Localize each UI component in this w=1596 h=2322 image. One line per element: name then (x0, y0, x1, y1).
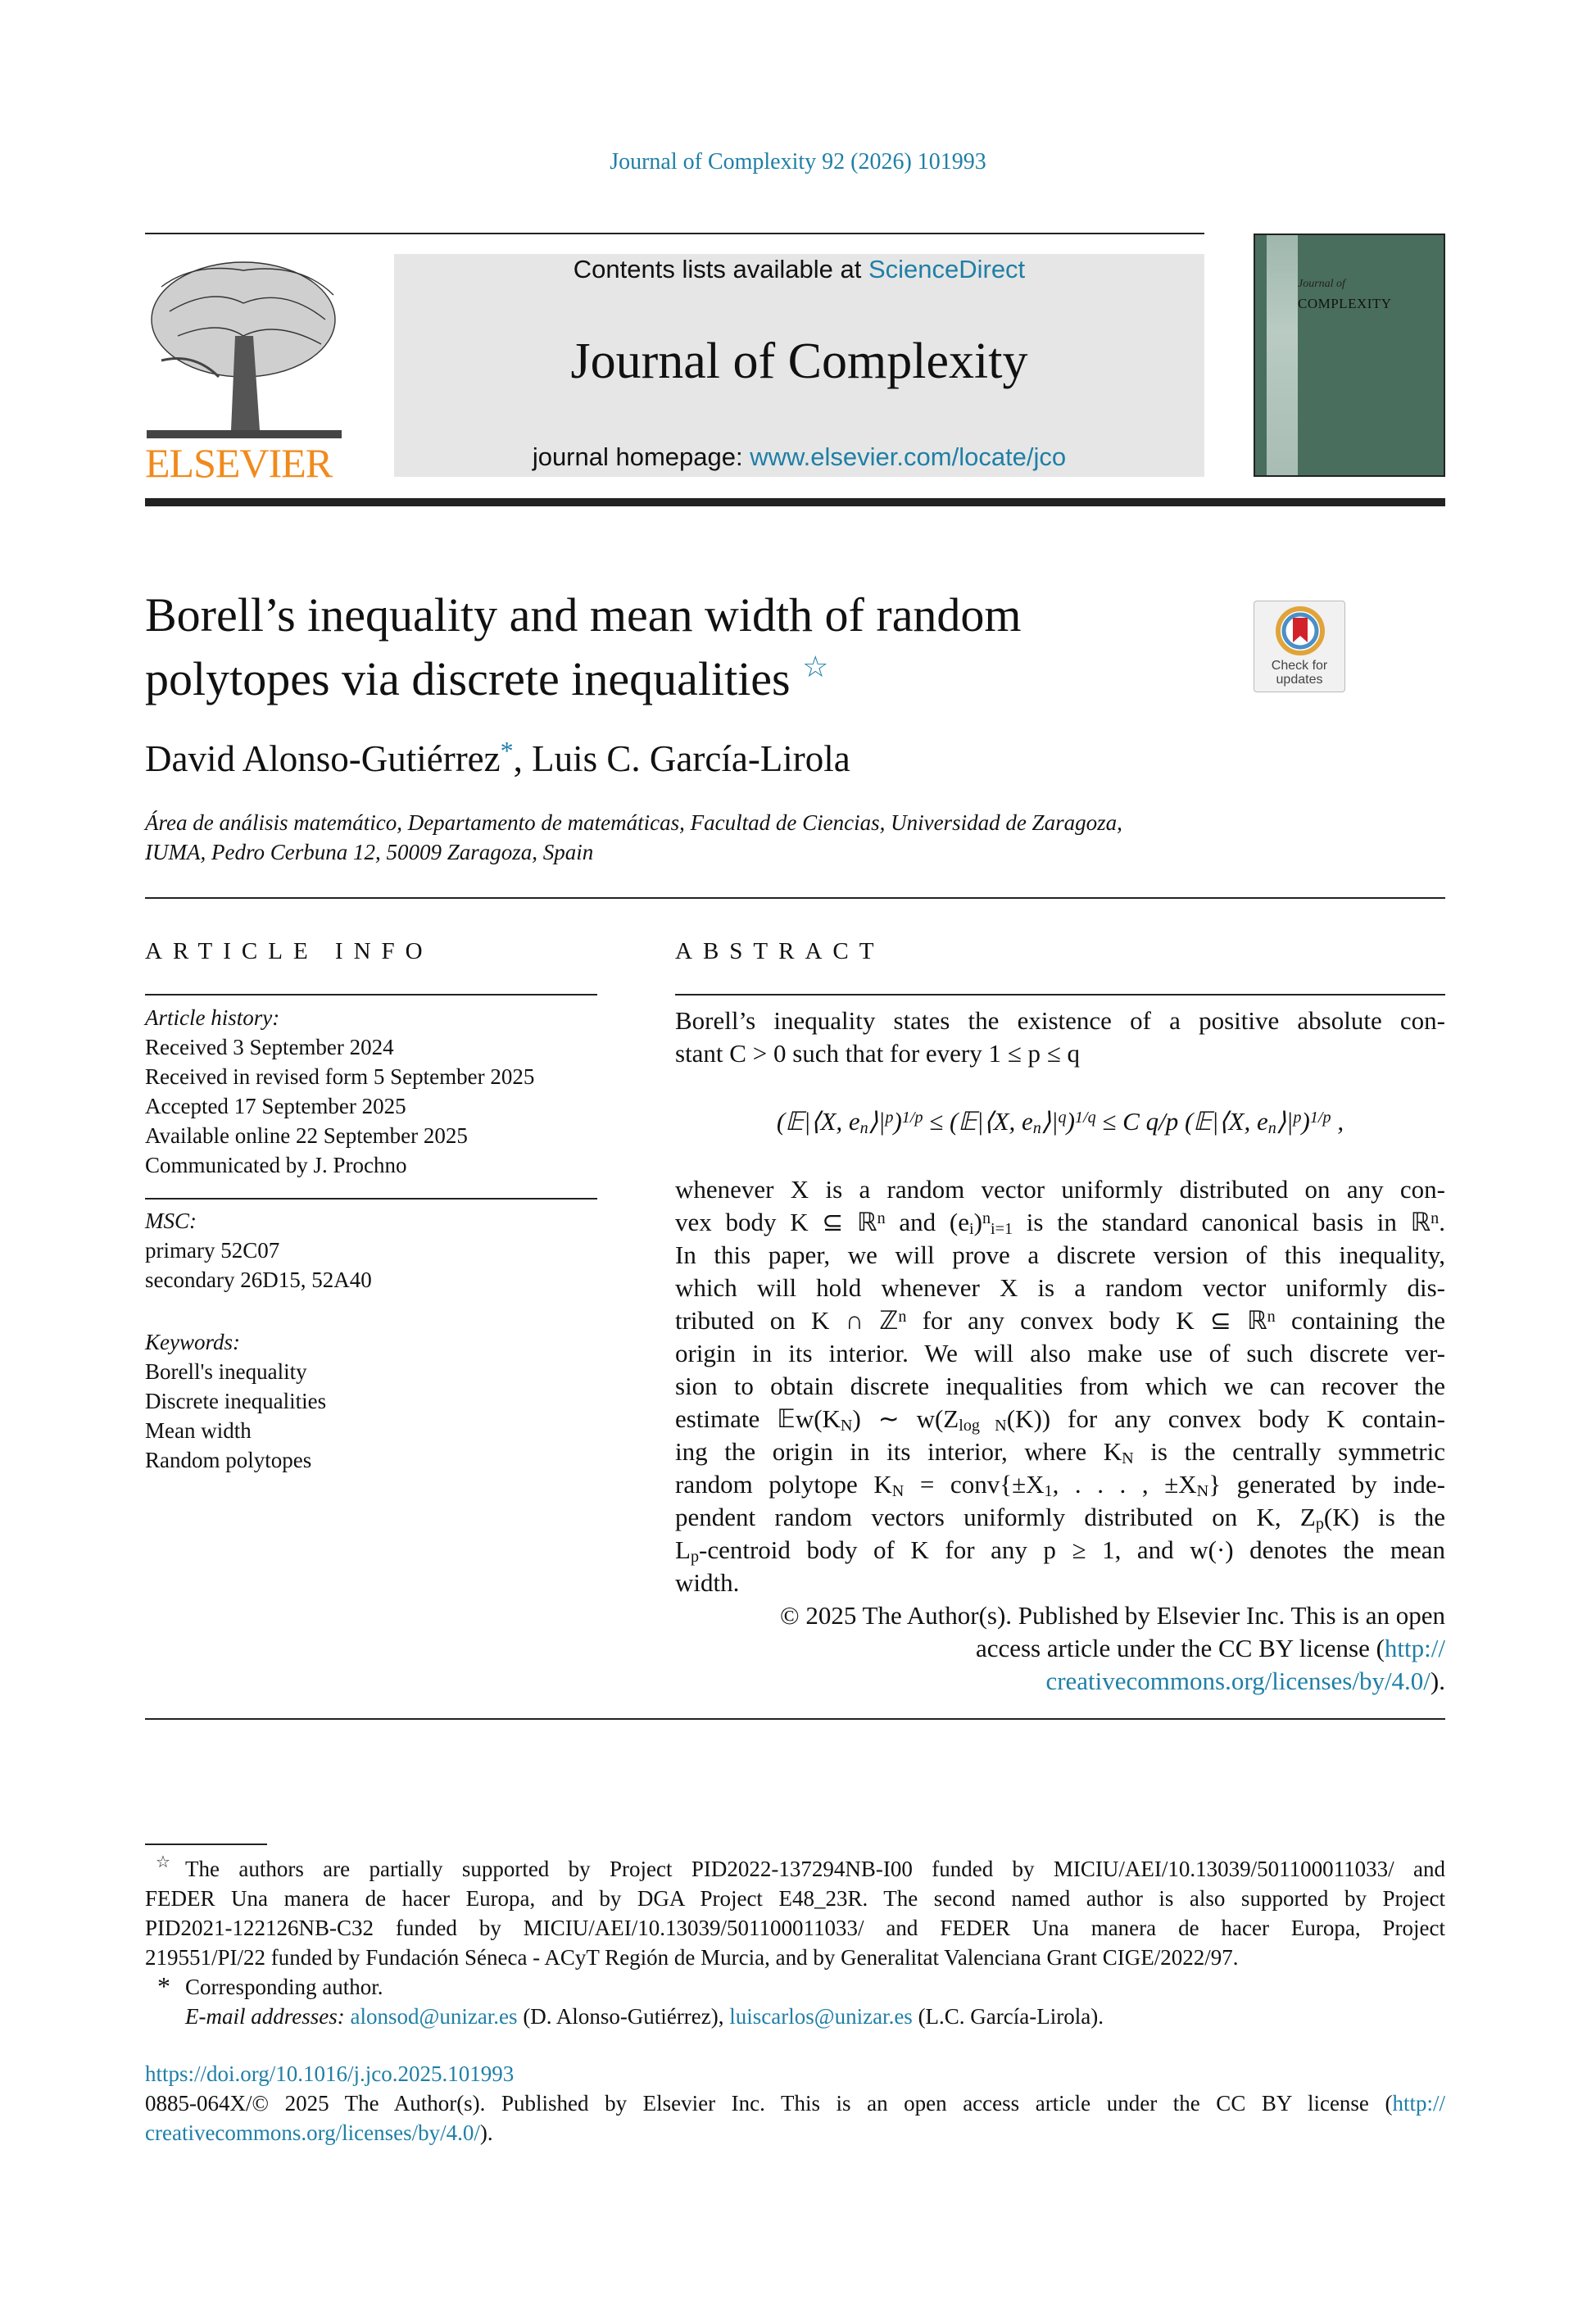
funding-footnote-line: 219551/PI/22 funded by Fundación Séneca - ACyT Región de Murcia, and by Generalitat Valenciana Grant CIGE/2022/97. (145, 1945, 1239, 1970)
check-for-updates-badge[interactable] (1254, 601, 1345, 692)
corresponding-author-note: Corresponding author. (185, 1975, 383, 1999)
author-1[interactable]: David Alonso-Gutiérrez (145, 738, 501, 779)
abstract-line: sion to obtain discrete inequalities from which we can recover the (675, 1372, 1445, 1400)
license-suffix: ). (479, 2120, 493, 2145)
contents-prefix: Contents lists available at (573, 255, 868, 283)
abstract-line: ing the origin in its interior, where $K_N$ is the centrally symmetric (675, 1437, 1445, 1468)
abstract-line: origin in its interior. We will also make use of such discrete ver- (675, 1339, 1445, 1367)
author-list (145, 737, 850, 780)
borell-inequality-equation: (𝔼|⟨X, $e_n⟩|^p)^{1/p}$ ≤ (𝔼|⟨X, $e_n⟩|^q)^{1/q} \le C$ q/p (𝔼|⟨X, $e_n⟩|^p)^{1/p}$ , (776, 1107, 1344, 1138)
sciencedirect-link[interactable]: ScienceDirect (868, 255, 1026, 283)
history-label: Article history: (145, 1005, 280, 1030)
issn-line (145, 2089, 1445, 2117)
homepage-link[interactable]: www.elsevier.com/locate/jco (750, 442, 1067, 471)
cover-title: COMPLEXITY (1298, 296, 1392, 311)
keyword: Mean width (145, 1418, 252, 1443)
history-communicated: Communicated by J. Prochno (145, 1153, 407, 1177)
footnote-star-icon: ☆ (156, 1853, 170, 1871)
cover-subtitle: Journal of (1298, 278, 1345, 290)
title-line-1: Borell’s inequality and mean width of random (145, 588, 1022, 642)
header-thick-rule (145, 498, 1445, 506)
homepage-line (394, 442, 1204, 472)
license-link[interactable]: http:// (1392, 2091, 1445, 2116)
msc-label: MSC: (145, 1209, 197, 1233)
journal-citation-link[interactable]: Journal of Complexity 92 (2026) 101993 (610, 149, 986, 175)
history-revised: Received in revised form 5 September 2025 (145, 1064, 535, 1089)
check-updates-icon (1276, 606, 1325, 655)
elsevier-tree-icon (145, 254, 346, 442)
abstract-line: whenever X is a random vector uniformly distributed on any con- (675, 1175, 1445, 1204)
corresponding-mark: * (157, 1971, 170, 2001)
article-info-heading: ARTICLE INFO (145, 938, 433, 964)
keyword: Borell's inequality (145, 1359, 307, 1384)
title-line-2: polytopes via discrete inequalities (145, 652, 791, 705)
issn-text: 0885-064X/© 2025 The Author(s). Published by Elsevier Inc. This is an open access article under the CC BY license ( (145, 2091, 1393, 2116)
msc-secondary: secondary 26D15, 52A40 (145, 1268, 372, 1292)
abstract-line: Borell’s inequality states the existence of a positive absolute con- (675, 1006, 1445, 1035)
affiliation-line-2: IUMA, Pedro Cerbuna 12, 50009 Zaragoza, Spain (145, 840, 594, 864)
keyword: Random polytopes (145, 1448, 312, 1472)
email-addresses (185, 2002, 1485, 2030)
email-label: E-mail addresses: (185, 2004, 345, 2029)
issn-line-2 (145, 2119, 1445, 2147)
doi-line (145, 2060, 1445, 2088)
elsevier-wordmark: ELSEVIER (145, 440, 333, 486)
article-history (145, 1003, 534, 1180)
keywords-section (145, 1327, 326, 1475)
homepage-prefix: journal homepage: (532, 442, 750, 471)
author-2[interactable]: , Luis C. García-Lirola (513, 738, 850, 779)
history-received: Received 3 September 2024 (145, 1035, 394, 1059)
footnote-rule (145, 1844, 267, 1845)
elsevier-logo[interactable] (145, 254, 346, 486)
license-suffix: ). (1430, 1667, 1445, 1695)
keywords-label: Keywords: (145, 1330, 240, 1354)
abstract-line: vex body K ⊆ ℝ$^n$ and $(e_i)^n_{i=1}$ is the standard canonical basis in ℝ$^n$. (675, 1208, 1445, 1239)
journal-header-box (394, 254, 1204, 477)
keyword: Discrete inequalities (145, 1389, 327, 1413)
license-prefix: access article under the CC BY license ( (975, 1634, 1385, 1662)
funding-footnote-line: FEDER Una manera de hacer Europa, and by DGA Project E48_23R. The second named author is also supported by Project (145, 1886, 1445, 1911)
check-updates-label: Check for updates (1271, 659, 1328, 687)
abstract-rule (675, 994, 1445, 995)
msc-primary: primary 52C07 (145, 1238, 280, 1263)
email-owner-2: (L.C. García-Lirola). (912, 2004, 1104, 2029)
abstract-bottom-rule (145, 1718, 1445, 1720)
abstract-line: tributed on K ∩ ℤ$^n$ for any convex body K ⊆ ℝ$^n$ containing the (675, 1306, 1445, 1335)
affiliation-rule (145, 897, 1445, 899)
email-link-2[interactable]: luiscarlos@unizar.es (729, 2004, 913, 2029)
contents-line (394, 255, 1204, 284)
top-rule (145, 233, 1204, 234)
doi-link[interactable]: https://doi.org/10.1016/j.jco.2025.101993 (145, 2061, 515, 2086)
abstract-line: width. (675, 1568, 740, 1597)
abstract-copyright-line-3 (675, 1665, 1445, 1698)
article-title (145, 583, 1022, 711)
abstract-line: pendent random vectors uniformly distributed on K, $Z_p(K)$ is the (675, 1503, 1445, 1534)
abstract-line: In this paper, we will prove a discrete version of this inequality, (675, 1240, 1445, 1269)
abstract-line: $L_p$-centroid body of K for any p ≥ 1, and w(·) denotes the mean (675, 1535, 1445, 1567)
corresponding-author-mark[interactable]: * (500, 736, 514, 765)
title-footnote-star[interactable]: ☆ (802, 651, 829, 683)
abstract-line: estimate $𝔼w(K_N)$ ∼ $w(Z_{log N}(K))$ for any convex body K contain- (675, 1404, 1445, 1435)
abstract-line: which will hold whenever X is a random vector uniformly dis- (675, 1273, 1445, 1302)
history-accepted: Accepted 17 September 2025 (145, 1094, 406, 1118)
email-owner-1: (D. Alonso-Gutiérrez), (517, 2004, 730, 2029)
license-link[interactable]: http:// (1384, 1634, 1445, 1662)
license-link[interactable]: creativecommons.org/licenses/by/4.0/ (1045, 1667, 1431, 1695)
abstract-line: stant C > 0 such that for every 1 ≤ p ≤ q (675, 1039, 1081, 1068)
abstract-copyright-line-2 (675, 1632, 1445, 1665)
abstract-heading: ABSTRACT (675, 938, 885, 964)
funding-footnote-line: PID2021-122126NB-C32 funded by MICIU/AEI/10.13039/501100011033/ and FEDER Una manera de hacer Europa, Project (145, 1916, 1445, 1940)
history-online: Available online 22 September 2025 (145, 1123, 468, 1148)
cover-strip (1267, 235, 1298, 475)
email-link-1[interactable]: alonsod@unizar.es (350, 2004, 518, 2029)
journal-name: Journal of Complexity (570, 333, 1028, 389)
abstract-copyright-line-1: © 2025 The Author(s). Published by Elsevier Inc. This is an open (780, 1601, 1445, 1630)
journal-citation[interactable] (0, 149, 1596, 175)
funding-footnote-line: The authors are partially supported by Project PID2022-137294NB-I00 funded by MICIU/AEI/10.13039/501100011033/ and (185, 1857, 1445, 1881)
license-link[interactable]: creativecommons.org/licenses/by/4.0/ (145, 2120, 480, 2145)
journal-cover[interactable] (1254, 234, 1445, 477)
info-rule-2 (145, 1198, 597, 1200)
msc-section (145, 1206, 372, 1295)
affiliation-line-1: Área de análisis matemático, Departamento de matemáticas, Facultad de Ciencias, Universidad de Zaragoza, (145, 810, 1122, 835)
info-rule-1 (145, 994, 597, 995)
abstract-line: random polytope $K_N$ = $conv\{\pm X_1$, . . . , $\pm X_N$} generated by inde- (675, 1470, 1445, 1501)
